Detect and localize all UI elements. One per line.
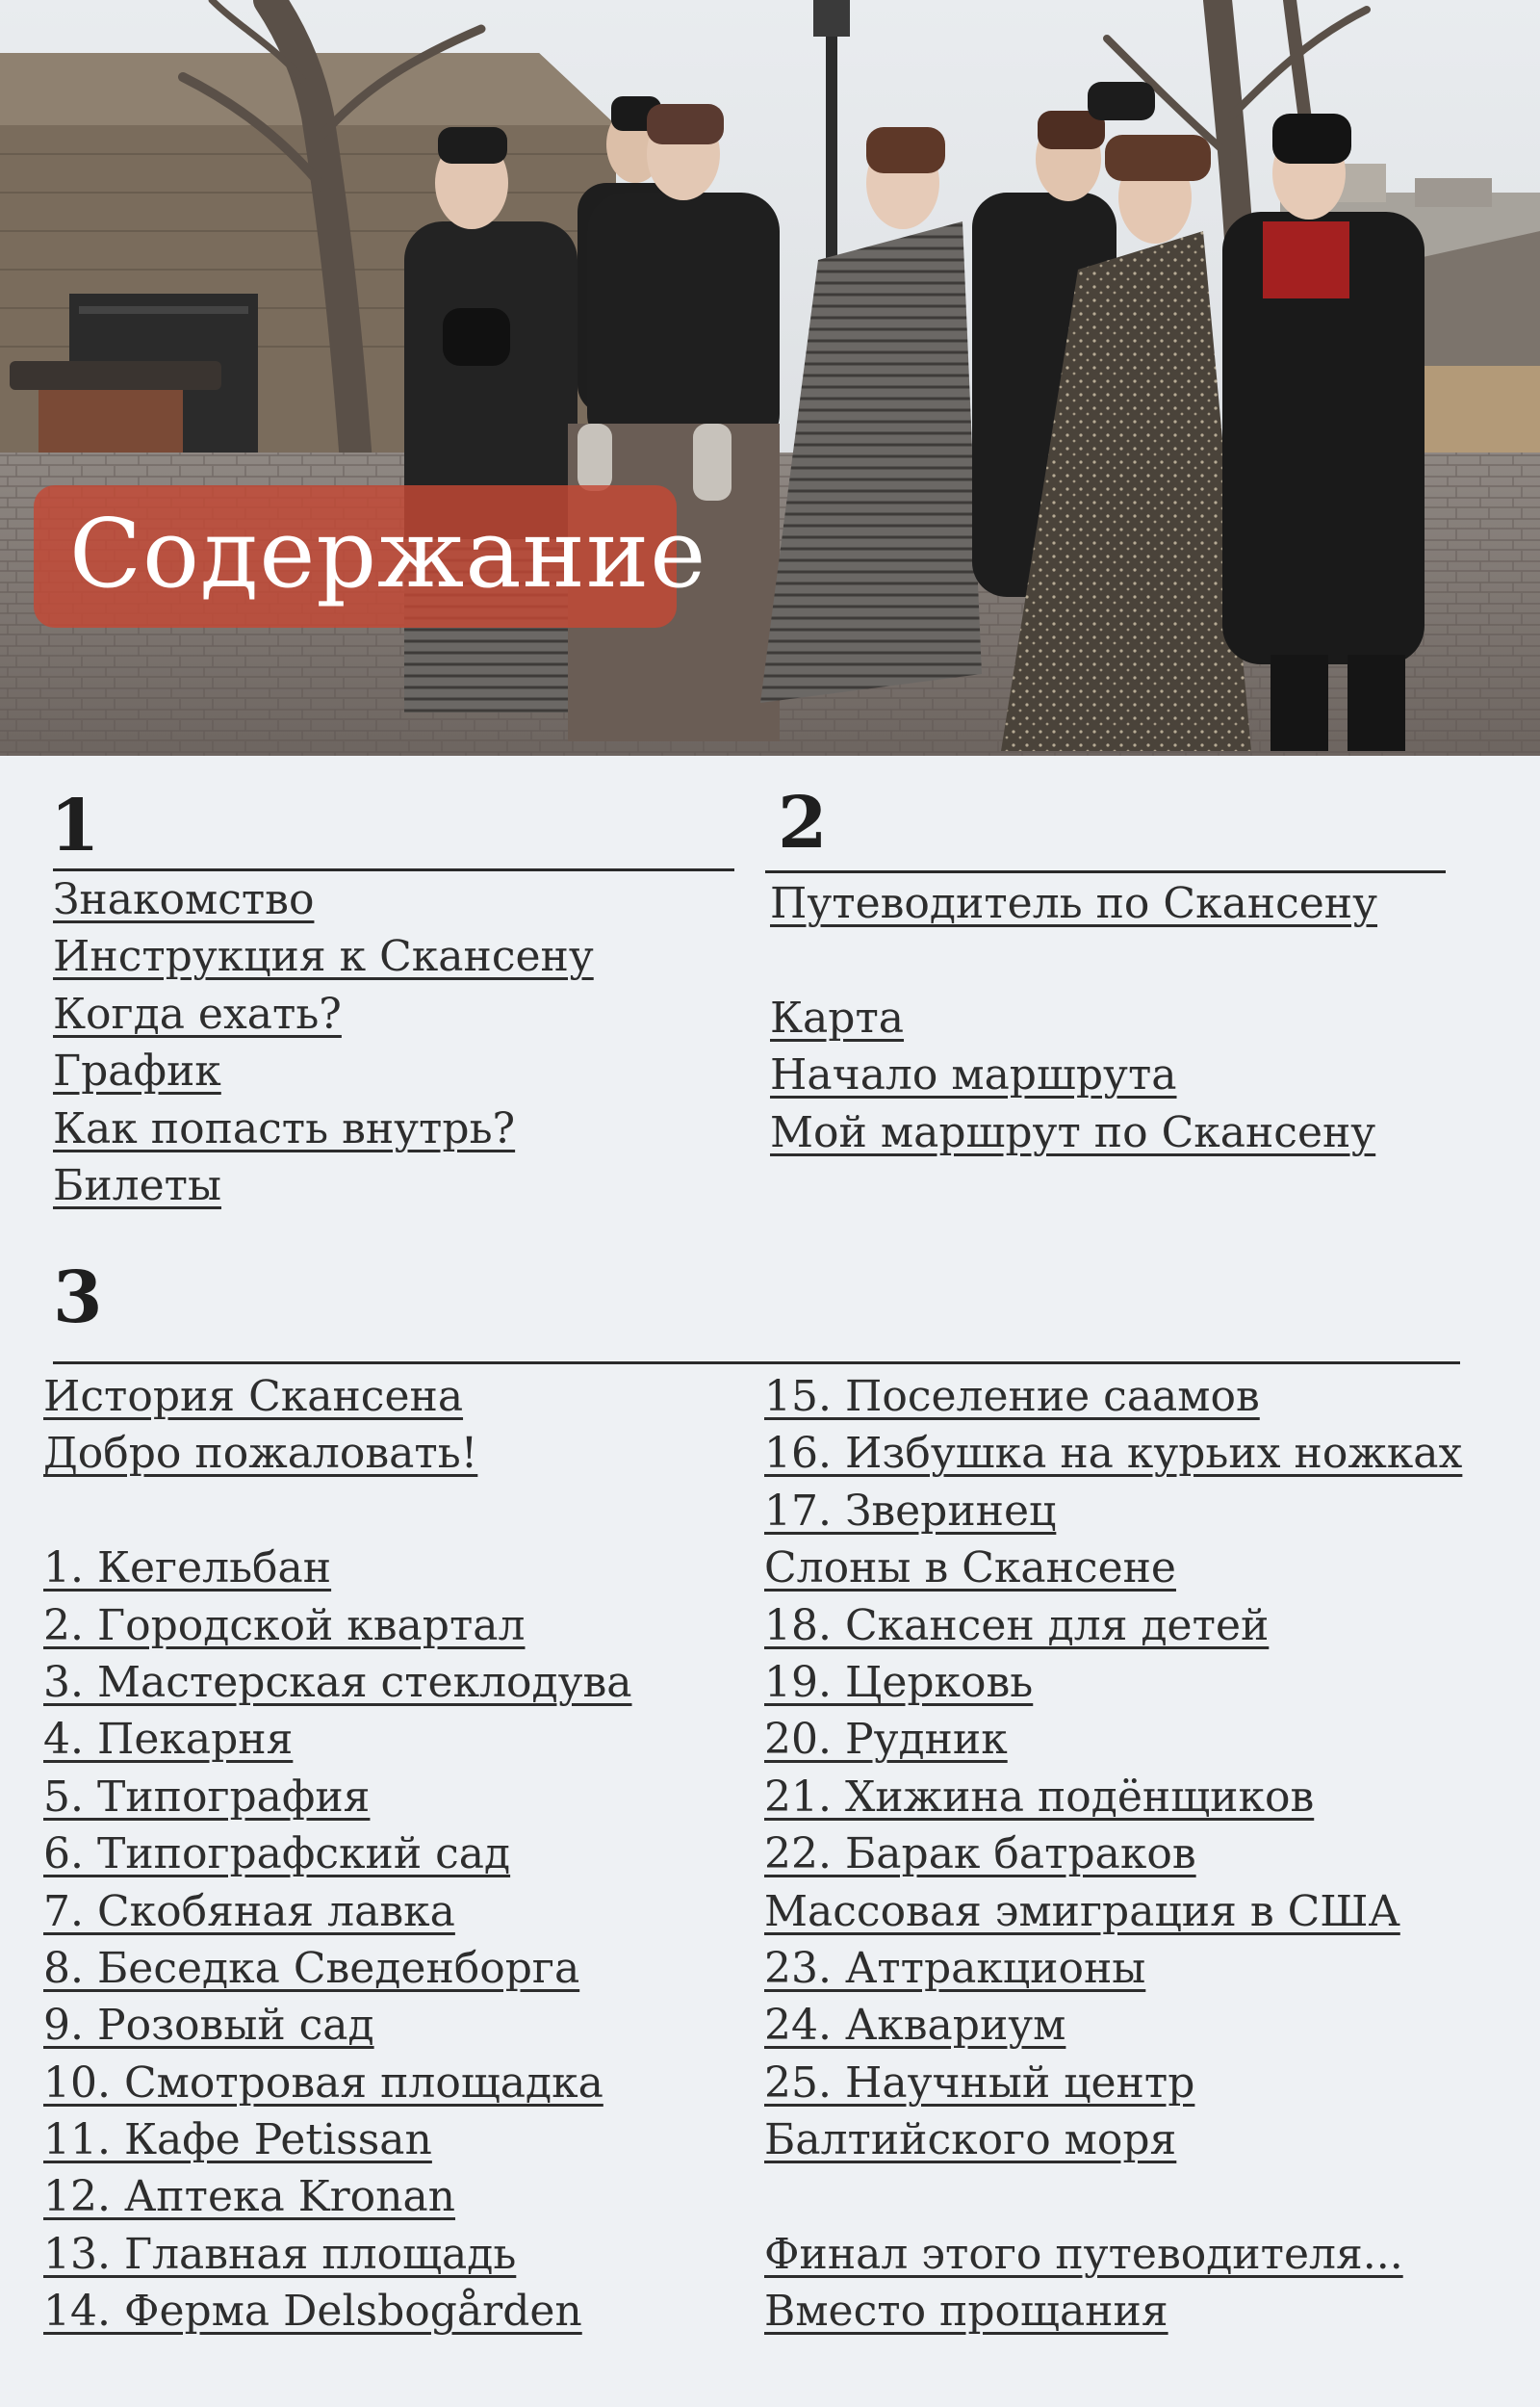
toc-item [43, 2111, 632, 2168]
toc-item [43, 2226, 632, 2283]
toc-item [53, 928, 594, 985]
toc-link[interactable]: Балтийского моря [764, 2115, 1177, 2165]
toc-item [764, 2226, 1462, 2283]
toc-link[interactable]: 7. Скобяная лавка [43, 1886, 455, 1936]
toc-item [764, 1883, 1462, 1940]
toc-link[interactable]: Начало маршрута [770, 1050, 1177, 1100]
toc-item [43, 1711, 632, 1768]
section-3-left-links [43, 1368, 632, 2341]
toc-link[interactable]: 2. Городской квартал [43, 1600, 526, 1650]
toc-item [43, 2055, 632, 2111]
toc-item [764, 1483, 1462, 1540]
toc-link[interactable]: 3. Мастерская стеклодува [43, 1657, 632, 1707]
toc-link[interactable]: 6. Типографский сад [43, 1829, 511, 1879]
toc-item [43, 1654, 632, 1711]
toc-link[interactable]: 8. Беседка Сведенборга [43, 1943, 580, 1993]
toc-item [764, 1825, 1462, 1882]
toc-item [53, 1100, 594, 1157]
toc-item [764, 1711, 1462, 1768]
toc-link[interactable]: Мой маршрут по Скансену [770, 1107, 1376, 1157]
toc-item [43, 2283, 632, 2340]
toc-item [53, 1157, 594, 1214]
toc-link[interactable]: 17. Зверинец [764, 1486, 1057, 1536]
toc-item [764, 1368, 1462, 1425]
toc-link[interactable]: 21. Хижина подёнщиков [764, 1772, 1315, 1822]
toc-item [53, 986, 594, 1043]
hero-photo [0, 0, 1540, 756]
toc-link[interactable]: Путеводитель по Скансену [770, 879, 1378, 928]
toc-item [770, 875, 1377, 932]
toc-spacer [770, 932, 1377, 989]
toc-item [764, 2283, 1462, 2340]
toc-link[interactable]: 22. Барак батраков [764, 1829, 1196, 1879]
toc-item [43, 1825, 632, 1882]
toc-item [764, 1425, 1462, 1482]
section-3-divider [53, 1361, 1460, 1364]
toc-item [53, 1043, 594, 1100]
toc-link[interactable]: Знакомство [53, 875, 315, 924]
toc-link[interactable]: Как попасть внутрь? [53, 1103, 516, 1153]
toc-item [770, 1104, 1377, 1161]
toc-item [770, 1047, 1377, 1103]
toc-link[interactable]: 5. Типография [43, 1772, 371, 1822]
toc-link[interactable]: 12. Аптека Kronan [43, 2172, 456, 2222]
toc-item [43, 1769, 632, 1825]
toc-link[interactable]: Добро пожаловать! [43, 1429, 478, 1479]
toc-item [764, 2111, 1462, 2168]
toc-item [764, 1597, 1462, 1654]
toc-item [43, 1368, 632, 1425]
toc-item [764, 1769, 1462, 1825]
toc-link[interactable]: Инструкция к Скансену [53, 932, 594, 982]
toc-link[interactable]: Финал этого путеводителя... [764, 2229, 1403, 2279]
toc-link[interactable]: Билеты [53, 1160, 222, 1210]
toc-spacer [43, 1483, 632, 1540]
toc-link[interactable]: 10. Смотровая площадка [43, 2058, 603, 2108]
toc-link[interactable]: Когда ехать? [53, 989, 342, 1039]
toc-item [43, 1940, 632, 1997]
toc-item [764, 1997, 1462, 2054]
toc-link[interactable]: 14. Ферма Delsbogården [43, 2287, 582, 2337]
toc-item [764, 2055, 1462, 2111]
section-2-links [770, 875, 1377, 1161]
toc-spacer [764, 2168, 1462, 2225]
toc-link[interactable]: Вместо прощания [764, 2287, 1168, 2337]
toc-link[interactable]: 13. Главная площадь [43, 2229, 517, 2279]
section-2-number: 2 [778, 782, 828, 865]
toc-link[interactable]: Массовая эмиграция в США [764, 1886, 1400, 1936]
toc-item [43, 1997, 632, 2054]
toc-link[interactable]: График [53, 1047, 221, 1097]
toc-item [43, 1540, 632, 1596]
toc-link[interactable]: 16. Избушка на курьих ножках [764, 1429, 1463, 1479]
toc-link[interactable]: 1. Кегельбан [43, 1543, 332, 1593]
toc-item [764, 1654, 1462, 1711]
section-2-divider [765, 870, 1446, 873]
toc-link[interactable]: Карта [770, 993, 905, 1043]
toc-item [43, 2168, 632, 2225]
toc-link[interactable]: История Скансена [43, 1372, 464, 1421]
section-1-number: 1 [50, 785, 100, 867]
toc-item [43, 1883, 632, 1940]
toc-link[interactable]: 20. Рудник [764, 1715, 1008, 1765]
toc-link[interactable]: 24. Аквариум [764, 2001, 1066, 2051]
toc-item [770, 990, 1377, 1047]
toc-link[interactable]: 4. Пекарня [43, 1715, 294, 1765]
toc-item [43, 1425, 632, 1482]
choir-photo [0, 0, 1540, 756]
toc-link[interactable]: 9. Розовый сад [43, 2001, 374, 2051]
section-3-number: 3 [53, 1256, 103, 1339]
section-3-right-links [764, 1368, 1462, 2341]
toc-link[interactable]: 19. Церковь [764, 1657, 1034, 1707]
toc-item [53, 871, 594, 928]
toc-link[interactable]: 11. Кафе Petissan [43, 2115, 432, 2165]
toc-item [764, 1940, 1462, 1997]
section-1-links [53, 871, 594, 1214]
toc-item [43, 1597, 632, 1654]
toc-link[interactable]: 25. Научный центр [764, 2058, 1195, 2108]
toc-link[interactable]: Слоны в Скансене [764, 1543, 1176, 1593]
toc-link[interactable]: 15. Поселение саамов [764, 1372, 1260, 1421]
toc-item [764, 1540, 1462, 1596]
toc-link[interactable]: 18. Скансен для детей [764, 1600, 1270, 1650]
toc-link[interactable]: 23. Аттракционы [764, 1943, 1146, 1993]
page-title: Содержание [69, 500, 707, 609]
